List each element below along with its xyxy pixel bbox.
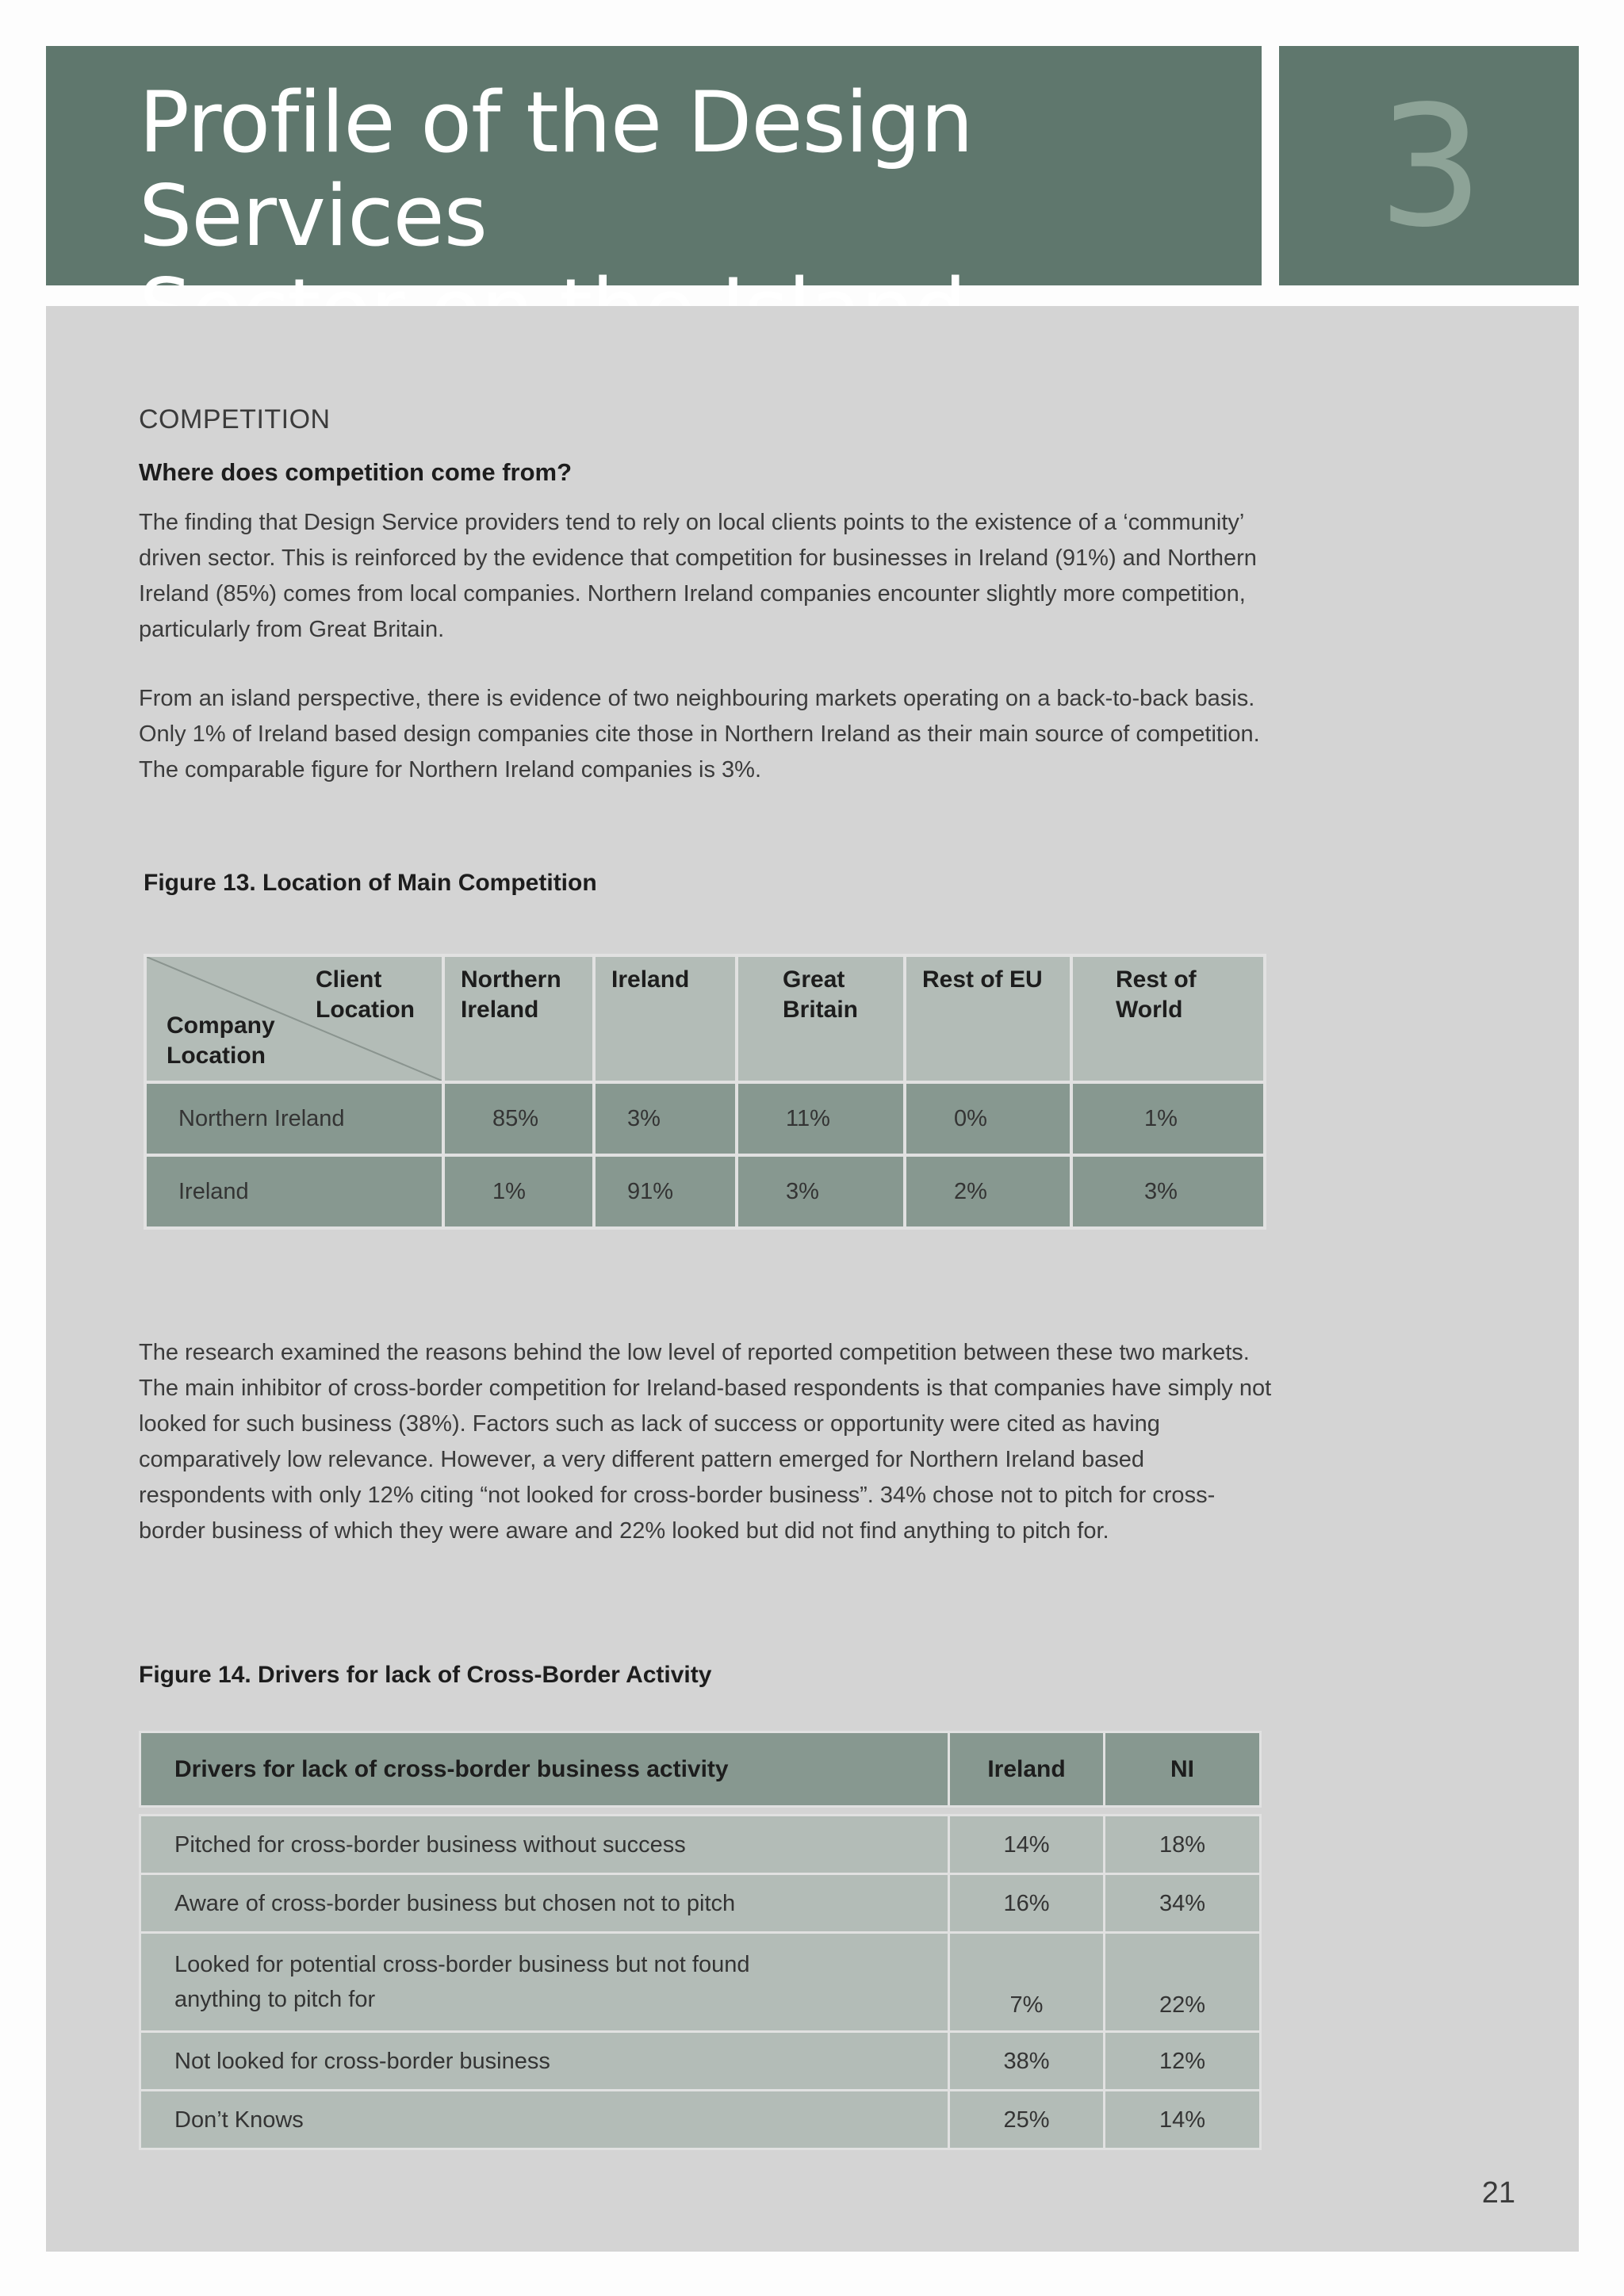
figure-14-title: Figure 14. Drivers for lack of Cross-Border Activity [139,1662,712,1688]
page-title: Profile of the Design Services [139,74,973,265]
table-header-row [145,955,1265,1082]
column-header: Ireland [594,955,737,1082]
section-title: COMPETITION [139,404,331,434]
table-cell: 2% [905,1155,1071,1228]
column-header: Rest of World [1071,955,1265,1082]
row-label: Not looked for cross-border business [140,2032,949,2091]
table-cell: 3% [594,1082,737,1155]
table-cell: 38% [949,2032,1105,2091]
row-label: Pitched for cross-border business without success [140,1816,949,1874]
table-header-row [140,1732,1261,1807]
table-cell: 3% [1071,1155,1265,1228]
table-cell: 1% [1071,1082,1265,1155]
table-cell: 85% [443,1082,594,1155]
subheading: Where does competition come from? [139,458,573,486]
table-cell: 14% [949,1816,1105,1874]
row-label: Aware of cross-border business but chosen not to pitch [140,1874,949,1933]
table-row [140,2032,1261,2091]
figure-13-title: Figure 13. Location of Main Competition [144,870,597,896]
corner-company-location: Company Location [167,1012,275,1069]
column-header: NI [1105,1732,1261,1807]
table-cell: 3% [737,1155,905,1228]
paragraph-3: The research examined the reasons behind the low level of reported competition between these two markets. The main inhibitor of cross-border competition for Ireland-based respondents is that companies have simply not looked for such business (38%). Factors such as lack of success or opportunity were cited as having comparatively low relevance. However, a very different pattern emerged for Northern Ireland based respondents with only 12% citing “not looked for cross-border business”. 34% chose not to pitch for cross-border business of which they were aware and 22% looked but did not find anything to pitch for. [139,1340,1272,1544]
page-number: 21 [1481,2176,1515,2210]
table-row [140,1933,1261,2032]
content-panel [46,306,1579,2252]
table-corner-header [145,955,443,1082]
paragraph-2: From an island perspective, there is evidence of two neighbouring markets operating on a back-to-back basis. Only 1% of Ireland based design companies cite those in Northern Ireland as their main source of competition. The comparable figure for Northern Ireland companies is 3%. [139,686,1260,783]
figure-13-table [144,954,1266,1230]
chapter-number-box [1279,46,1579,285]
table-cell: 22% [1105,1933,1261,2032]
row-label: Ireland [145,1155,443,1228]
column-header: Rest of EU [905,955,1071,1082]
table-cell: 12% [1105,2032,1261,2091]
column-header: Drivers for lack of cross-border business activity [140,1732,949,1807]
row-label: Northern Ireland [145,1082,443,1155]
table-cell: 16% [949,1874,1105,1933]
table-cell: 14% [1105,2091,1261,2149]
figure-14-table [139,1731,1262,2150]
corner-client-location: Client Location [316,966,415,1023]
table-row [140,2091,1261,2149]
column-header: Great Britain [737,955,905,1082]
column-header: Ireland [949,1732,1105,1807]
table-cell: 11% [737,1082,905,1155]
table-cell: 18% [1105,1816,1261,1874]
table-cell: 1% [443,1155,594,1228]
table-cell: 25% [949,2091,1105,2149]
paragraph-1: The finding that Design Service providers tend to rely on local clients points to the existence of a ‘community’ driven sector. This is reinforced by the evidence that competition for businesses in Ireland (91%) and Northern Ireland (85%) comes from local companies. Northern Ireland companies encounter slightly more competition, particularly from Great Britain. [139,510,1257,642]
chapter-number: 3 [1377,70,1484,264]
table-cell: 91% [594,1155,737,1228]
row-label: Looked for potential cross-border business but not found anything to pitch for [140,1933,949,2032]
chapter-header [46,46,1262,285]
table-cell: 0% [905,1082,1071,1155]
table-row [140,1816,1261,1874]
table-cell: 7% [949,1933,1105,2032]
table-row [145,1082,1265,1155]
row-label: Don’t Knows [140,2091,949,2149]
table-cell: 34% [1105,1874,1261,1933]
column-header: Northern Ireland [443,955,594,1082]
table-row [145,1155,1265,1228]
table-row [140,1874,1261,1933]
